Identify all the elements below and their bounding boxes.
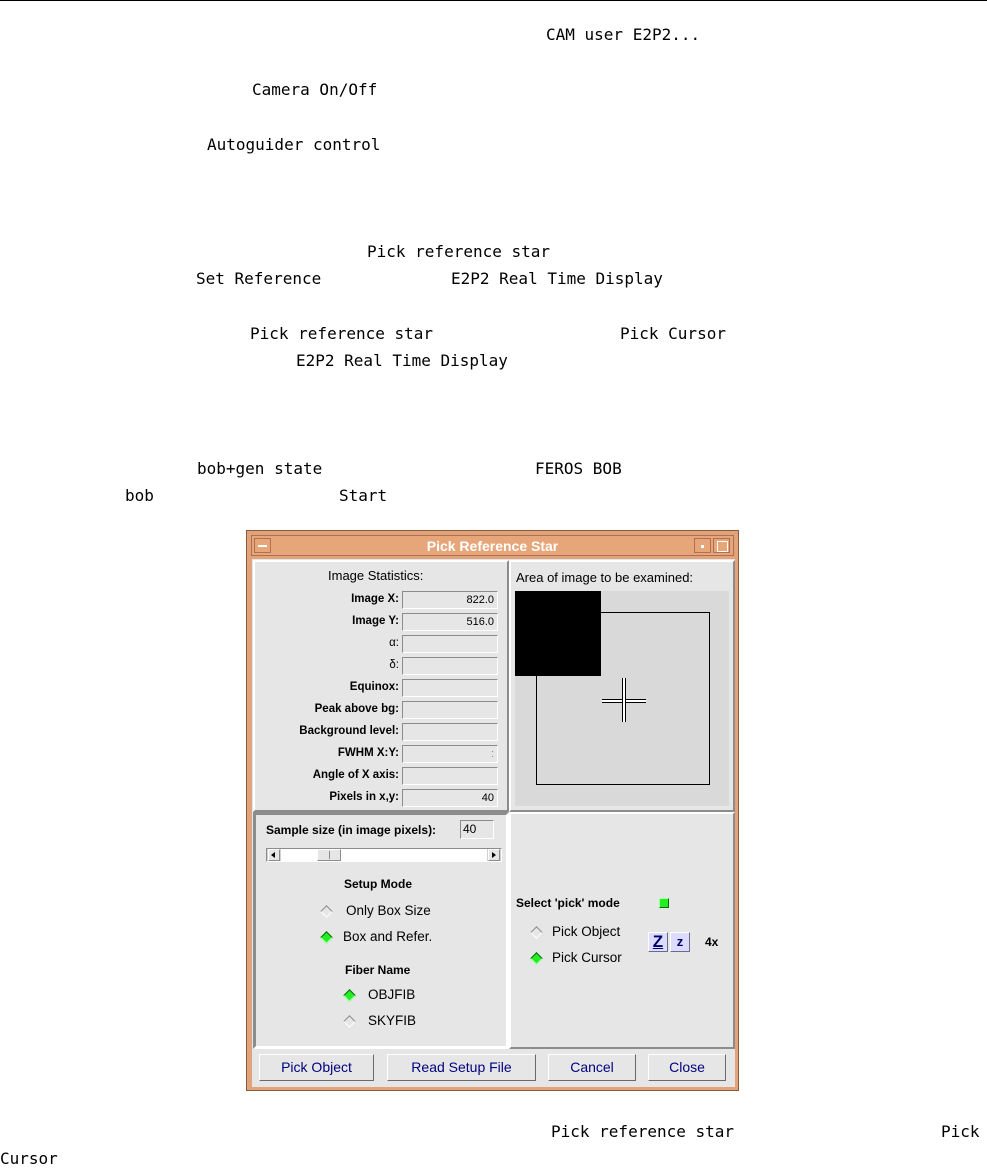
stat-value-field [402, 679, 498, 697]
window-client [252, 559, 735, 1087]
setup-panel [253, 812, 509, 1049]
doc-text-pick-reference-star-2: Pick reference star [250, 324, 434, 343]
only-box-size-label[interactable]: Only Box Size [346, 903, 431, 918]
objfib-label[interactable]: OBJFIB [368, 987, 416, 1002]
zoom-in-button[interactable]: Z [648, 932, 668, 952]
doc-text-bob-gen-state: bob+gen state [197, 459, 323, 478]
close-button[interactable]: Close [648, 1054, 726, 1081]
pick-mode-label: Select 'pick' mode [516, 896, 620, 910]
pick-reference-star-window [246, 530, 739, 1091]
stat-row-pixels-xy [255, 787, 507, 809]
stat-value-field: 40 [402, 789, 498, 807]
stat-label: δ: [389, 659, 399, 671]
examine-area-canvas[interactable] [515, 591, 729, 806]
stat-label: Image Y: [352, 615, 399, 627]
sample-size-label: Sample size (in image pixels): [266, 823, 437, 837]
box-and-refer-label[interactable]: Box and Refer. [343, 929, 433, 944]
doc-text-feros-bob: FEROS BOB [535, 459, 622, 478]
stat-row-delta [255, 655, 507, 677]
pick-mode-indicator [659, 898, 669, 908]
zoom-out-button[interactable]: z [670, 932, 690, 952]
stat-label: FWHM X:Y: [337, 747, 399, 759]
read-setup-file-button[interactable]: Read Setup File [387, 1054, 536, 1081]
stat-value-field: 516.0 [402, 613, 498, 631]
radio-pick-object[interactable] [530, 926, 543, 939]
doc-text-pick-reference-star-3: Pick reference star [551, 1122, 735, 1141]
fiber-name-label: Fiber Name [345, 963, 411, 977]
zoom-level: 4x [705, 935, 719, 949]
sample-size-slider[interactable] [266, 848, 502, 862]
stat-value-field [402, 701, 498, 719]
stat-label: Equinox: [349, 681, 399, 693]
examine-area-panel [509, 560, 735, 812]
radio-pick-cursor[interactable] [530, 952, 543, 965]
pick-object-button[interactable]: Pick Object [259, 1054, 374, 1081]
stat-label: Background level: [299, 725, 399, 737]
doc-text-camera-onoff: Camera On/Off [252, 80, 378, 99]
minimize-button[interactable] [694, 538, 711, 553]
doc-text-pick: Pick [941, 1122, 980, 1141]
button-bar [253, 1049, 735, 1087]
skyfib-label[interactable]: SKYFIB [368, 1013, 417, 1028]
stat-value-field [402, 657, 498, 675]
radio-skyfib[interactable] [343, 1015, 356, 1028]
radio-only-box-size[interactable] [320, 905, 333, 918]
stat-row-angle-x-axis [255, 765, 507, 787]
doc-text-bob: bob [125, 486, 154, 505]
scroll-left-arrow[interactable] [268, 849, 280, 861]
pick-object-label[interactable]: Pick Object [552, 924, 621, 939]
window-title: Pick Reference Star [426, 538, 559, 554]
doc-text-autoguider-control: Autoguider control [207, 135, 381, 154]
doc-text-real-time-display: E2P2 Real Time Display [451, 269, 663, 288]
crosshair-vertical [622, 678, 626, 722]
doc-text-pick-cursor: Pick Cursor [620, 324, 726, 343]
window-titlebar[interactable] [251, 535, 734, 556]
slider-trough[interactable] [281, 849, 487, 861]
cancel-button[interactable]: Cancel [548, 1054, 636, 1081]
stat-value-field [402, 767, 498, 785]
stat-row-equinox [255, 677, 507, 699]
image-statistics-header: Image Statistics: [328, 568, 424, 583]
setup-mode-label: Setup Mode [344, 877, 412, 891]
pick-cursor-label[interactable]: Pick Cursor [552, 950, 622, 965]
stat-row-image-y [255, 611, 507, 633]
pick-mode-panel [509, 812, 735, 1049]
stat-value-field: 822.0 [402, 591, 498, 609]
stat-value-field [402, 635, 498, 653]
maximize-button[interactable] [713, 538, 730, 553]
radio-box-and-refer[interactable] [320, 931, 333, 944]
radio-objfib[interactable] [343, 989, 356, 1002]
stat-label: Angle of X axis: [312, 769, 399, 781]
doc-text-cursor: Cursor [0, 1149, 58, 1168]
slider-thumb[interactable] [317, 849, 341, 861]
stat-label: Image X: [351, 593, 399, 605]
doc-text-set-reference: Set Reference [196, 269, 322, 288]
stat-row-fwhm [255, 743, 507, 765]
stat-label: Pixels in x,y: [329, 791, 399, 803]
doc-text-cam-user: CAM user E2P2... [546, 25, 701, 44]
stat-label: Peak above bg: [314, 703, 399, 715]
stat-value-field [402, 723, 498, 741]
stat-row-image-x [255, 589, 507, 611]
stat-row-alpha [255, 633, 507, 655]
stat-label: α: [389, 637, 399, 649]
stat-row-peak-above-bg [255, 699, 507, 721]
top-rule [0, 0, 987, 1]
sample-size-input[interactable]: 40 [460, 820, 494, 839]
doc-text-start: Start [339, 486, 388, 505]
scroll-right-arrow[interactable] [488, 849, 500, 861]
image-statistics-panel [253, 560, 509, 812]
doc-text-pick-reference-star: Pick reference star [367, 242, 551, 261]
doc-text-real-time-display-2: E2P2 Real Time Display [296, 351, 508, 370]
examine-area-header: Area of image to be examined: [516, 570, 694, 585]
stat-row-background-level [255, 721, 507, 743]
stat-value-field: : [402, 745, 498, 763]
